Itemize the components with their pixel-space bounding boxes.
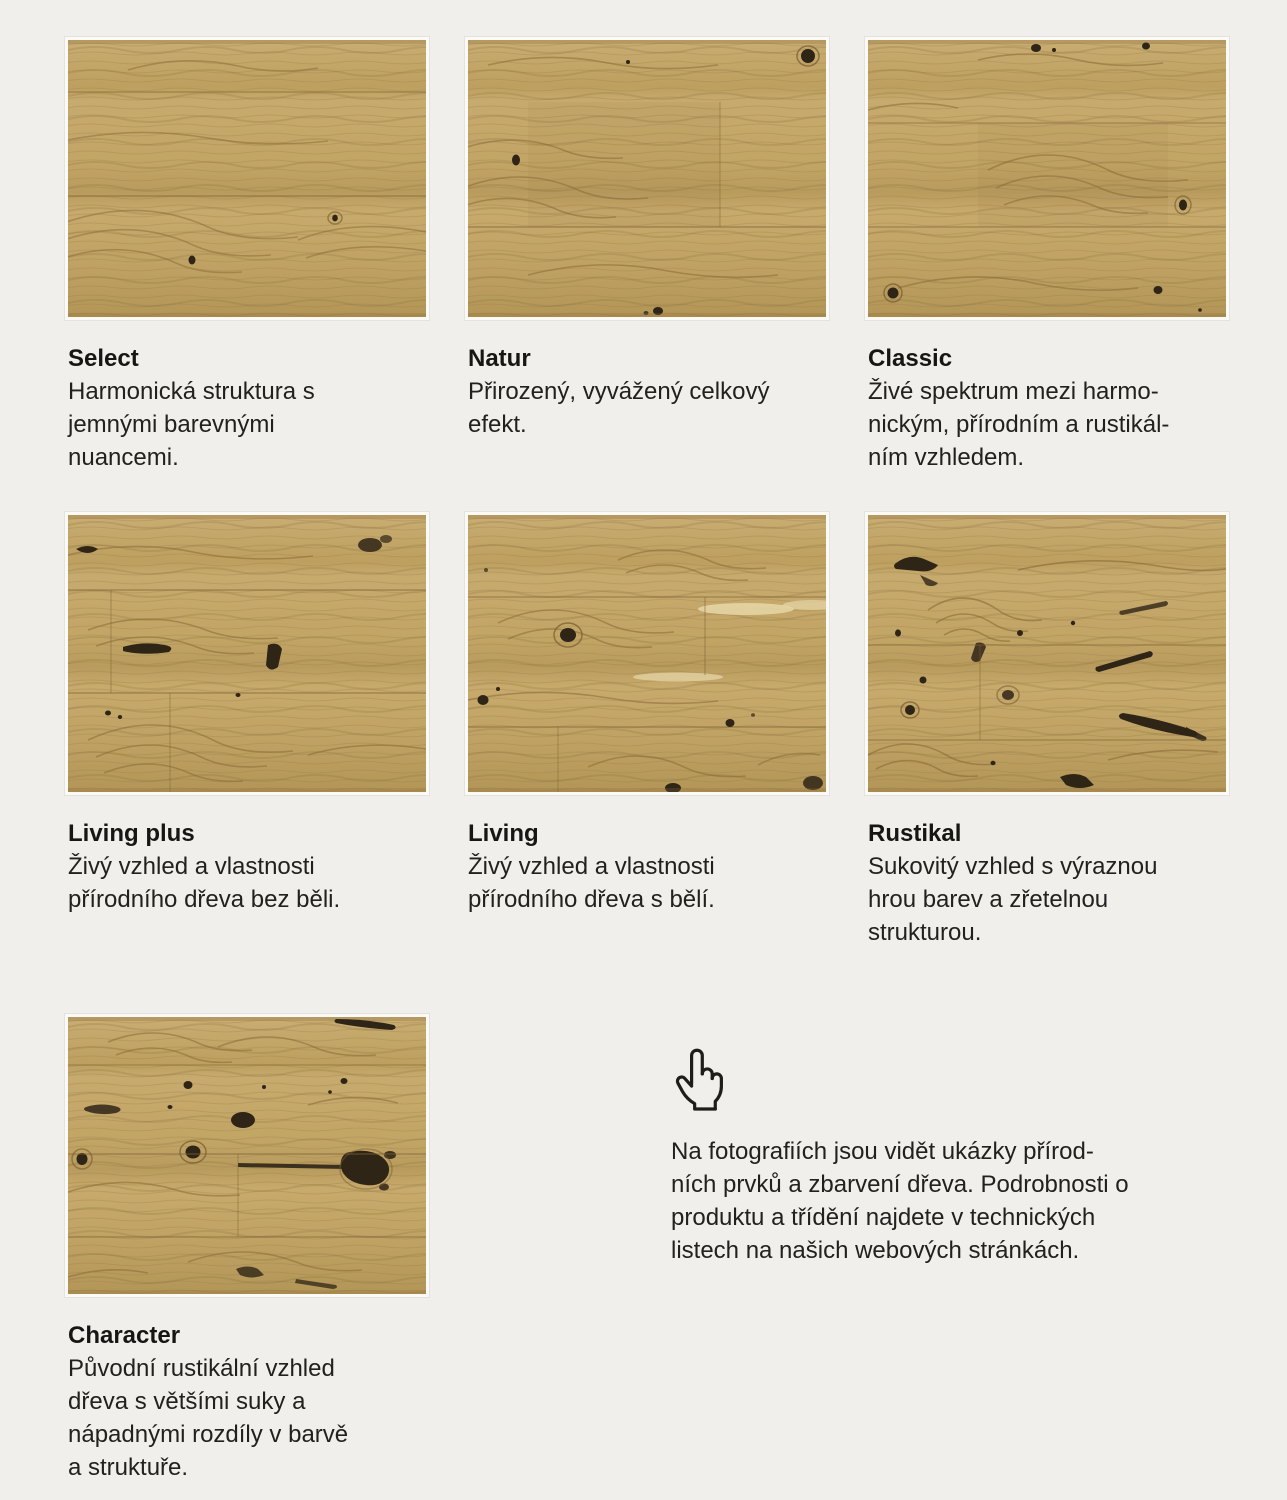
note-text-line: listech na našich webových stránkách.: [671, 1237, 1080, 1264]
caption-classic: [868, 342, 1230, 474]
card-text-line: Původní rustikální vzhled: [68, 1355, 335, 1382]
card-text-line: efekt.: [468, 411, 527, 438]
oak-texture-rustikal: [868, 515, 1226, 792]
wood-sample-living-image: [468, 515, 826, 792]
oak-texture-living-plus: [68, 515, 426, 792]
card-text-line: a struktuře.: [68, 1454, 189, 1481]
card-select: [68, 40, 430, 474]
pointing-hand-icon: [671, 1043, 1201, 1119]
card-text-line: nuancemi.: [68, 444, 179, 471]
card-character: [68, 1017, 430, 1484]
caption-select: [68, 342, 430, 474]
photo-disclaimer-note: [671, 1043, 1201, 1267]
oak-texture-classic: [868, 40, 1226, 317]
caption-natur: [468, 342, 830, 441]
oak-texture-living: [468, 515, 826, 792]
oak-texture-natur: [468, 40, 826, 317]
card-title: Select: [68, 345, 139, 372]
card-text-line: Živé spektrum mezi harmo-: [868, 378, 1159, 405]
oak-texture-character: [68, 1017, 426, 1294]
caption-living: [468, 817, 830, 916]
wood-sample-living-plus-image: [68, 515, 426, 792]
oak-texture-select: [68, 40, 426, 317]
wood-sample-select-image: [68, 40, 426, 317]
card-natur: [468, 40, 830, 441]
wood-sample-natur-image: [468, 40, 826, 317]
caption-living-plus: [68, 817, 430, 916]
card-title: Classic: [868, 345, 953, 372]
card-text-line: strukturou.: [868, 919, 982, 946]
card-classic: [868, 40, 1230, 474]
card-living: [468, 515, 830, 916]
card-text-line: Živý vzhled a vlastnosti: [68, 853, 315, 880]
card-text-line: nickým, přírodním a rustikál-: [868, 411, 1170, 438]
note-text-line: Na fotografiích jsou vidět ukázky přírod-: [671, 1138, 1094, 1165]
card-living-plus: [68, 515, 430, 916]
card-rustikal: [868, 515, 1230, 949]
caption-character: [68, 1319, 430, 1484]
card-text-line: ním vzhledem.: [868, 444, 1025, 471]
card-title: Living plus: [68, 820, 195, 847]
card-text-line: Sukovitý vzhled s výraznou: [868, 853, 1158, 880]
card-text-line: přírodního dřeva bez běli.: [68, 886, 341, 913]
card-title: Character: [68, 1322, 181, 1349]
card-text-line: jemnými barevnými: [68, 411, 275, 438]
card-text-line: Přirozený, vyvážený celkový: [468, 378, 770, 405]
card-text-line: nápadnými rozdíly v barvě: [68, 1421, 349, 1448]
caption-rustikal: [868, 817, 1230, 949]
card-text-line: dřeva s většími suky a: [68, 1388, 306, 1415]
card-text-line: přírodního dřeva s bělí.: [468, 886, 715, 913]
card-title: Rustikal: [868, 820, 962, 847]
card-title: Natur: [468, 345, 531, 372]
card-text-line: hrou barev a zřetelnou: [868, 886, 1109, 913]
wood-sample-character-image: [68, 1017, 426, 1294]
wood-sample-rustikal-image: [868, 515, 1226, 792]
card-text-line: Živý vzhled a vlastnosti: [468, 853, 715, 880]
note-text-line: produktu a třídění najdete v technických: [671, 1204, 1096, 1231]
wood-sample-classic-image: [868, 40, 1226, 317]
note-text-line: ních prvků a zbarvení dřeva. Podrobnosti o: [671, 1171, 1129, 1198]
card-title: Living: [468, 820, 539, 847]
card-text-line: Harmonická struktura s: [68, 378, 315, 405]
